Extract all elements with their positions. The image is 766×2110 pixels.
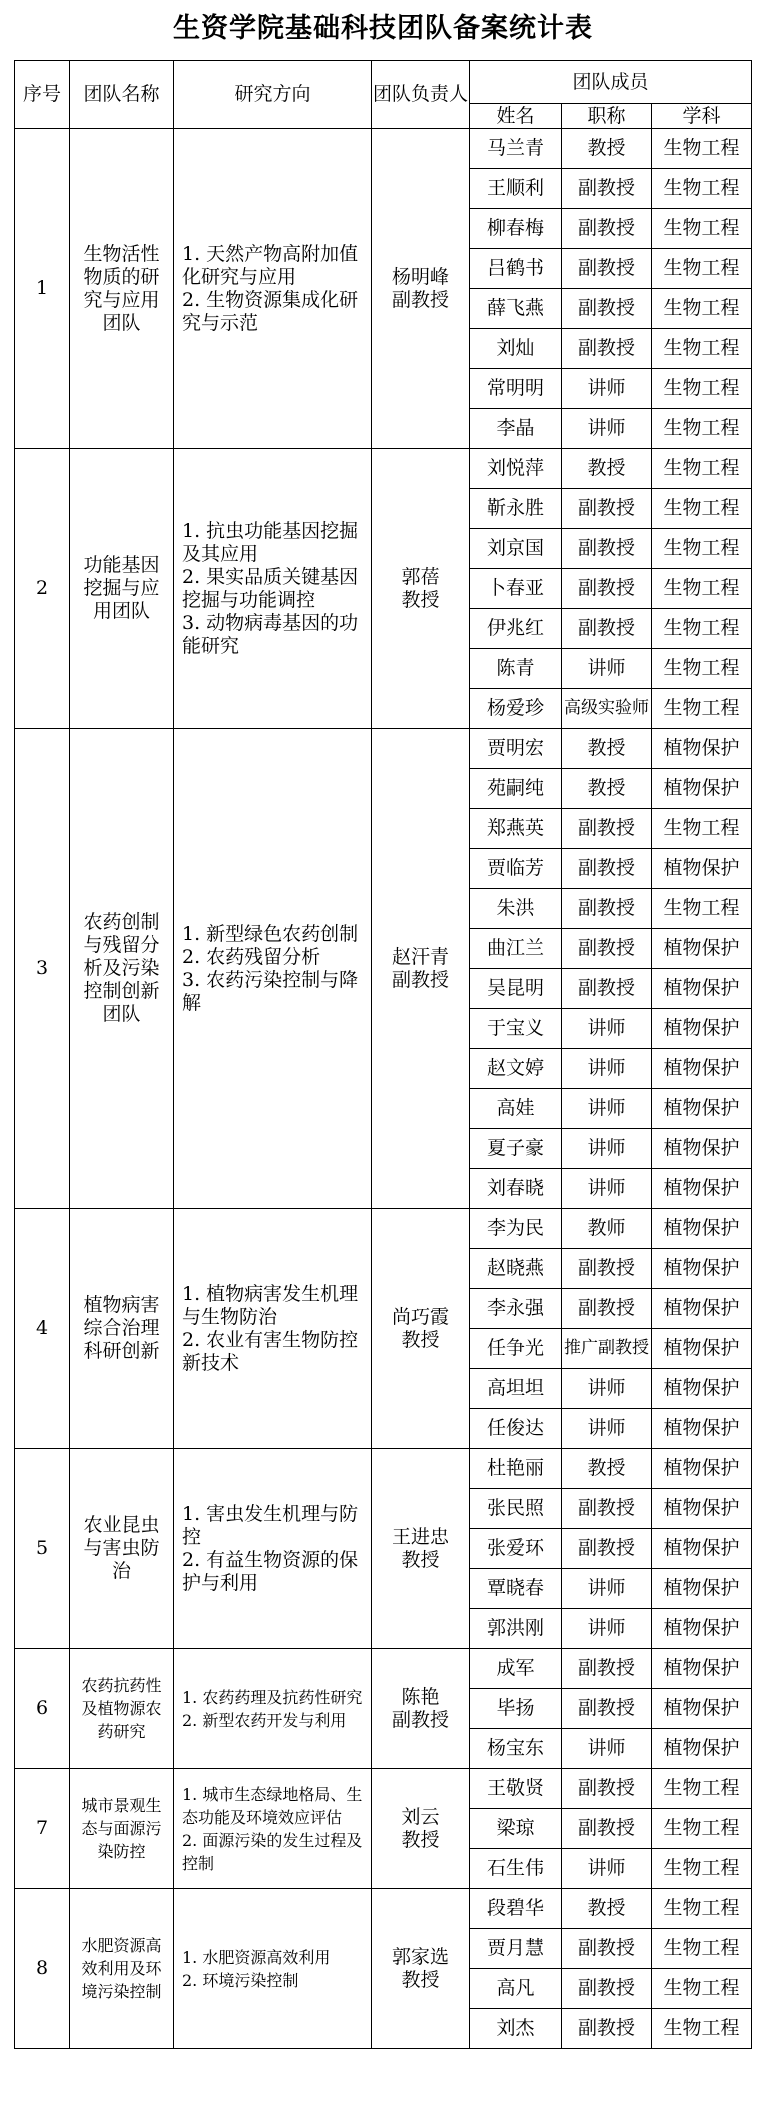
research-direction-item: 1. 抗虫功能基因挖掘及其应用 [182,519,359,565]
research-direction [174,1209,372,1449]
member-title: 副教授 [562,889,652,929]
research-direction-item: 2. 农业有害生物防控新技术 [182,1328,359,1374]
member-title: 副教授 [562,849,652,889]
research-direction [174,1889,372,2049]
leader-title: 教授 [401,1828,440,1851]
header-research: 研究方向 [174,61,372,129]
member-name: 覃晓春 [470,1569,562,1609]
research-direction-item: 2. 面源污染的发生过程及控制 [182,1830,363,1873]
member-subject: 植物保护 [652,1169,752,1209]
member-subject: 生物工程 [652,289,752,329]
member-title: 副教授 [562,1489,652,1529]
member-name: 卜春亚 [470,569,562,609]
research-direction-item: 3. 动物病毒基因的功能研究 [182,611,359,657]
table-row [15,1449,752,1489]
leader-name: 郭家选 [391,1945,449,1968]
member-name: 刘灿 [470,329,562,369]
member-title: 推广副教授 [562,1329,652,1369]
member-subject: 生物工程 [652,529,752,569]
member-name: 李为民 [470,1209,562,1249]
member-name: 任俊达 [470,1409,562,1449]
member-name: 郑燕英 [470,809,562,849]
table-row [15,1209,752,1249]
header-index: 序号 [15,61,70,129]
team-leader [372,449,470,729]
research-direction-item: 1. 植物病害发生机理与生物防治 [182,1282,359,1328]
research-direction [174,1649,372,1769]
member-name: 贾临芳 [470,849,562,889]
member-title: 讲师 [562,1609,652,1649]
member-subject: 植物保护 [652,1369,752,1409]
member-name: 梁琼 [470,1809,562,1849]
member-name: 高凡 [470,1969,562,2009]
header-members: 团队成员 [470,61,752,104]
member-title: 教师 [562,1209,652,1249]
member-name: 张爱环 [470,1529,562,1569]
research-direction-item: 2. 果实品质关键基因挖掘与功能调控 [182,565,359,611]
member-name: 刘京国 [470,529,562,569]
member-name: 任争光 [470,1329,562,1369]
member-name: 贾明宏 [470,729,562,769]
member-title: 讲师 [562,1009,652,1049]
team-leader [372,1449,470,1649]
member-title: 副教授 [562,1689,652,1729]
header-member-name: 姓名 [470,104,562,129]
member-subject: 生物工程 [652,649,752,689]
team-leader [372,129,470,449]
member-subject: 生物工程 [652,249,752,289]
member-title: 讲师 [562,649,652,689]
table-row [15,129,752,169]
member-name: 刘春晓 [470,1169,562,1209]
member-title: 副教授 [562,489,652,529]
member-subject: 植物保护 [652,849,752,889]
member-title: 讲师 [562,1169,652,1209]
member-name: 赵文婷 [470,1049,562,1089]
team-name: 农业昆虫与害虫防治 [70,1449,174,1649]
member-subject: 生物工程 [652,569,752,609]
member-name: 杨宝东 [470,1729,562,1769]
member-subject: 生物工程 [652,1769,752,1809]
team-name: 水肥资源高效利用及环境污染控制 [70,1889,174,2049]
team-name: 农药抗药性及植物源农药研究 [70,1649,174,1769]
team-index: 6 [15,1649,70,1769]
member-title: 讲师 [562,369,652,409]
research-direction [174,1769,372,1889]
member-subject: 植物保护 [652,1449,752,1489]
member-title: 讲师 [562,1089,652,1129]
member-subject: 生物工程 [652,609,752,649]
member-name: 高坦坦 [470,1369,562,1409]
member-subject: 生物工程 [652,409,752,449]
member-subject: 植物保护 [652,1729,752,1769]
member-title: 教授 [562,449,652,489]
leader-title: 教授 [401,588,440,611]
member-title: 教授 [562,129,652,169]
member-subject: 植物保护 [652,1089,752,1129]
member-name: 李晶 [470,409,562,449]
member-name: 于宝义 [470,1009,562,1049]
member-subject: 生物工程 [652,369,752,409]
member-name: 王敬贤 [470,1769,562,1809]
member-subject: 植物保护 [652,1689,752,1729]
table-row [15,449,752,489]
member-title: 副教授 [562,289,652,329]
member-title: 讲师 [562,1129,652,1169]
member-name: 刘杰 [470,2009,562,2049]
research-direction-item: 1. 天然产物高附加值化研究与应用 [182,242,359,288]
member-name: 郭洪刚 [470,1609,562,1649]
member-title: 副教授 [562,929,652,969]
leader-name: 杨明峰 [391,265,449,288]
team-index: 4 [15,1209,70,1449]
member-subject: 植物保护 [652,1569,752,1609]
team-leader [372,1889,470,2049]
member-title: 讲师 [562,1409,652,1449]
member-name: 杨爱珍 [470,689,562,729]
research-direction-item: 1. 城市生态绿地格局、生态功能及环境效应评估 [182,1784,363,1827]
member-subject: 生物工程 [652,449,752,489]
leader-name: 陈艳 [401,1685,440,1708]
member-subject: 植物保护 [652,1329,752,1369]
leader-name: 尚巧霞 [391,1305,449,1328]
team-leader [372,1649,470,1769]
team-index: 5 [15,1449,70,1649]
member-subject: 生物工程 [652,1809,752,1849]
research-direction-item: 2. 农药残留分析 [182,945,321,968]
leader-name: 郭蓓 [401,565,440,588]
leader-title: 副教授 [391,968,449,991]
member-subject: 植物保护 [652,729,752,769]
member-title: 副教授 [562,1809,652,1849]
research-direction-item: 2. 有益生物资源的保护与利用 [182,1548,359,1594]
member-subject: 生物工程 [652,809,752,849]
member-subject: 植物保护 [652,1009,752,1049]
member-title: 副教授 [562,969,652,1009]
member-subject: 生物工程 [652,129,752,169]
member-subject: 生物工程 [652,169,752,209]
member-name: 成军 [470,1649,562,1689]
member-subject: 生物工程 [652,1849,752,1889]
member-title: 副教授 [562,249,652,289]
member-subject: 植物保护 [652,1609,752,1649]
member-name: 朱洪 [470,889,562,929]
team-name: 功能基因挖掘与应用团队 [70,449,174,729]
member-title: 教授 [562,769,652,809]
member-subject: 植物保护 [652,1489,752,1529]
member-title: 讲师 [562,1369,652,1409]
member-subject: 生物工程 [652,489,752,529]
research-direction-item: 1. 新型绿色农药创制 [182,922,359,945]
member-name: 马兰青 [470,129,562,169]
member-title: 副教授 [562,1929,652,1969]
member-subject: 生物工程 [652,329,752,369]
member-subject: 生物工程 [652,1969,752,2009]
member-subject: 植物保护 [652,1249,752,1289]
member-subject: 植物保护 [652,969,752,1009]
member-title: 副教授 [562,1249,652,1289]
research-direction-item: 2. 新型农药开发与利用 [182,1710,347,1730]
team-name: 植物病害综合治理科研创新 [70,1209,174,1449]
member-title: 副教授 [562,809,652,849]
research-direction-item: 1. 水肥资源高效利用 [182,1947,331,1967]
member-title: 副教授 [562,2009,652,2049]
team-index: 7 [15,1769,70,1889]
research-direction [174,1449,372,1649]
research-direction-item: 3. 农药污染控制与降解 [182,968,359,1014]
member-subject: 植物保护 [652,1529,752,1569]
member-title: 教授 [562,1449,652,1489]
member-subject: 植物保护 [652,1649,752,1689]
member-name: 段碧华 [470,1889,562,1929]
member-name: 张民照 [470,1489,562,1529]
leader-title: 副教授 [391,1708,449,1731]
leader-title: 教授 [401,1968,440,1991]
team-name: 生物活性物质的研究与应用团队 [70,129,174,449]
member-subject: 植物保护 [652,769,752,809]
team-name: 城市景观生态与面源污染防控 [70,1769,174,1889]
member-title: 讲师 [562,409,652,449]
member-title: 教授 [562,729,652,769]
table-row [15,1889,752,1929]
member-title: 副教授 [562,569,652,609]
member-subject: 生物工程 [652,1929,752,1969]
research-direction [174,729,372,1209]
member-title: 副教授 [562,1289,652,1329]
member-title: 副教授 [562,209,652,249]
member-title: 讲师 [562,1729,652,1769]
team-name: 农药创制与残留分析及污染控制创新团队 [70,729,174,1209]
member-title: 副教授 [562,1649,652,1689]
leader-name: 赵汗青 [391,945,449,968]
member-subject: 植物保护 [652,1129,752,1169]
member-subject: 生物工程 [652,2009,752,2049]
research-direction-item: 2. 生物资源集成化研究与示范 [182,288,359,334]
member-name: 李永强 [470,1289,562,1329]
member-name: 石生伟 [470,1849,562,1889]
member-title: 副教授 [562,329,652,369]
team-table [14,60,752,2049]
member-name: 伊兆红 [470,609,562,649]
member-title: 讲师 [562,1849,652,1889]
member-name: 吕鹤书 [470,249,562,289]
team-leader [372,1209,470,1449]
member-name: 王顺利 [470,169,562,209]
member-name: 毕扬 [470,1689,562,1729]
leader-title: 教授 [401,1548,440,1571]
member-subject: 植物保护 [652,1049,752,1089]
research-direction-item: 1. 害虫发生机理与防控 [182,1502,359,1548]
table-row [15,729,752,769]
header-leader: 团队负责人 [372,61,470,129]
table-row [15,1769,752,1809]
member-name: 靳永胜 [470,489,562,529]
member-title: 副教授 [562,1969,652,2009]
member-name: 薛飞燕 [470,289,562,329]
member-title: 讲师 [562,1049,652,1089]
header-member-title: 职称 [562,104,652,129]
research-direction-item: 1. 农药药理及抗药性研究 [182,1687,363,1707]
team-table-body [15,61,752,2049]
member-subject: 生物工程 [652,889,752,929]
member-subject: 植物保护 [652,1209,752,1249]
member-title: 高级实验师 [562,689,652,729]
team-index: 2 [15,449,70,729]
team-index: 8 [15,1889,70,2049]
member-subject: 生物工程 [652,1889,752,1929]
member-name: 苑嗣纯 [470,769,562,809]
member-title: 讲师 [562,1569,652,1609]
leader-name: 刘云 [401,1805,440,1828]
page-title: 生资学院基础科技团队备案统计表 [173,13,593,44]
team-index: 1 [15,129,70,449]
member-name: 刘悦萍 [470,449,562,489]
member-title: 副教授 [562,529,652,569]
member-name: 夏子豪 [470,1129,562,1169]
team-leader [372,1769,470,1889]
team-index: 3 [15,729,70,1209]
member-name: 贾月慧 [470,1929,562,1969]
leader-title: 教授 [401,1328,440,1351]
member-subject: 生物工程 [652,689,752,729]
member-name: 杜艳丽 [470,1449,562,1489]
member-name: 高娃 [470,1089,562,1129]
member-subject: 植物保护 [652,1289,752,1329]
research-direction [174,129,372,449]
research-direction-item: 2. 环境污染控制 [182,1970,299,1990]
member-name: 柳春梅 [470,209,562,249]
member-title: 副教授 [562,1529,652,1569]
leader-name: 王进忠 [391,1525,449,1548]
member-name: 赵晓燕 [470,1249,562,1289]
research-direction [174,449,372,729]
member-title: 副教授 [562,169,652,209]
member-title: 教授 [562,1889,652,1929]
member-name: 陈青 [470,649,562,689]
header-team-name: 团队名称 [70,61,174,129]
member-name: 曲江兰 [470,929,562,969]
member-subject: 植物保护 [652,1409,752,1449]
member-subject: 植物保护 [652,929,752,969]
header-row-1 [15,61,752,104]
member-subject: 生物工程 [652,209,752,249]
member-title: 副教授 [562,609,652,649]
team-leader [372,729,470,1209]
table-row [15,1649,752,1689]
header-member-subject: 学科 [652,104,752,129]
leader-title: 副教授 [391,288,449,311]
member-name: 常明明 [470,369,562,409]
member-title: 副教授 [562,1769,652,1809]
member-name: 吴昆明 [470,969,562,1009]
